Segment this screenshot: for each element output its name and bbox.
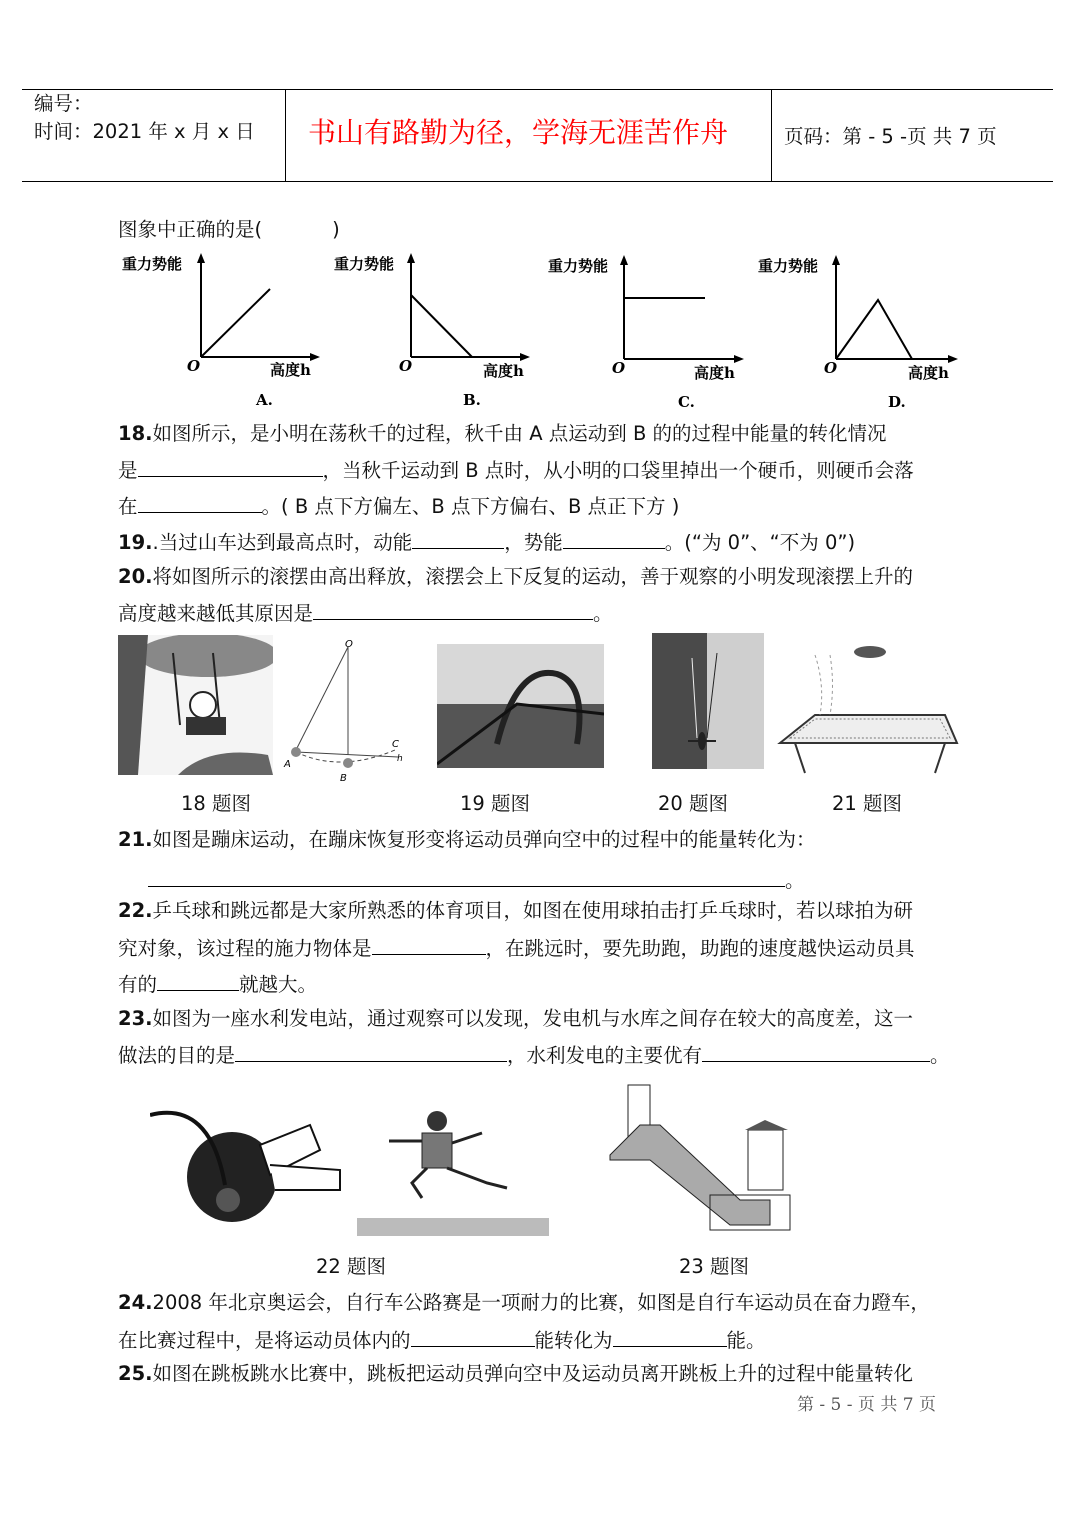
figure-caption: 21 题图 [832, 792, 903, 815]
answer-blank[interactable] [148, 866, 785, 887]
trampoline-figure [775, 635, 960, 775]
graph-origin: O [612, 359, 626, 377]
answer-blank[interactable] [138, 456, 323, 477]
graph-option: D. [888, 393, 906, 411]
graph-ylabel: 重力势能 [122, 255, 183, 273]
q20-line1: 20.将如图所示的滚摆由高出释放，滚摆会上下反复的运动，善于观察的小明发现滚摆上升的 [118, 565, 914, 588]
graph-origin: O [824, 359, 838, 377]
figure-caption: 23 题图 [679, 1255, 750, 1278]
roller-coaster-figure [437, 644, 604, 768]
header-motto: 书山有路勤为径，学海无涯苦作舟 [308, 116, 729, 149]
answer-blank[interactable] [702, 1041, 930, 1062]
q23-line1: 23.如图为一座水利发电站，通过观察可以发现，发电机与水库之间存在较大的高度差，这一 [118, 1007, 914, 1030]
label-b: B [340, 773, 347, 784]
q22-line3: 有的 就越大。 [118, 970, 317, 998]
q21-line2: 。 [148, 866, 805, 894]
graph-origin: O [187, 357, 201, 375]
swing-figure [118, 635, 273, 775]
figure-caption: 20 题图 [658, 792, 729, 815]
answer-blank[interactable] [138, 492, 262, 513]
header-divider [285, 90, 286, 182]
q17-close: ) [332, 218, 340, 241]
graph-a [122, 253, 320, 409]
doc-number-label: 编号： [34, 92, 93, 115]
q22-line1: 22.乒乓球和跳远都是大家所熟悉的体育项目，如图在使用球拍击打乒乓球时，若以球拍为研 [118, 899, 914, 922]
q18-line2: 是 ，当秋千运动到 B 点时，从小明的口袋里掉出一个硬币，则硬币会落 [118, 456, 914, 484]
ping-pong-paddle-figure [150, 1105, 345, 1240]
q21-line1: 21.如图是蹦床运动，在蹦床恢复形变将运动员弹向空中的过程中的能量转化为： [118, 828, 816, 851]
label-c: C [392, 739, 399, 750]
long-jump-figure [357, 1103, 549, 1238]
header-page-label: 页码：第 - 5 -页 共 7 页 [784, 125, 997, 148]
answer-blank[interactable] [157, 970, 239, 991]
footer-page-number: 第 - 5 - 页 共 7 页 [797, 1395, 936, 1415]
figure-caption: 22 题图 [316, 1255, 387, 1278]
graph-origin: O [399, 357, 413, 375]
label-o: O [345, 639, 353, 650]
graph-ylabel: 重力势能 [758, 257, 819, 275]
q17-tail [118, 216, 340, 243]
pendulum-figure [280, 635, 410, 785]
label-h: h [397, 754, 403, 764]
header-top-rule [22, 89, 1053, 90]
maxwell-pendulum-figure [652, 633, 764, 769]
hydropower-station-figure [600, 1080, 830, 1235]
graph-xlabel: 高度h [270, 361, 311, 379]
graph-ylabel: 重力势能 [334, 255, 395, 273]
q24-line2: 在比赛过程中，是将运动员体内的 能转化为 能。 [118, 1326, 766, 1354]
answer-blank[interactable] [412, 528, 504, 549]
graph-xlabel: 高度h [483, 362, 524, 380]
q20-line2: 高度越来越低其原因是 。 [118, 599, 613, 627]
answer-blank[interactable] [313, 599, 593, 620]
q19-line: 19..当过山车达到最高点时，动能 ，势能 。(“为 0”、“不为 0”) [118, 528, 855, 556]
header-divider [771, 90, 772, 182]
header-bottom-rule [22, 181, 1053, 182]
answer-blank[interactable] [563, 528, 665, 549]
q24-line1: 24.2008 年北京奥运会，自行车公路赛是一项耐力的比赛，如图是自行车运动员在奋力蹬车， [118, 1291, 930, 1314]
label-a: A [284, 759, 291, 770]
q17-graph-options [110, 245, 970, 415]
graph-option: A. [256, 391, 273, 409]
graph-d [758, 255, 958, 411]
figure-caption: 19 题图 [460, 792, 531, 815]
q18-line3: 在 。( B 点下方偏左、B 点下方偏右、B 点正下方 ) [118, 492, 679, 520]
q17-text: 图象中正确的是( [118, 218, 263, 241]
graph-option: C. [678, 393, 695, 411]
answer-blank[interactable] [613, 1326, 727, 1347]
answer-blank[interactable] [372, 934, 486, 955]
answer-blank[interactable] [411, 1326, 535, 1347]
graph-xlabel: 高度h [908, 364, 949, 382]
graph-c [548, 255, 744, 411]
answer-blank[interactable] [235, 1041, 507, 1062]
q25-line1: 25.如图在跳板跳水比赛中，跳板把运动员弹向空中及运动员离开跳板上升的过程中能量转化 [118, 1362, 914, 1385]
graph-xlabel: 高度h [694, 364, 735, 382]
graph-ylabel: 重力势能 [548, 257, 609, 275]
q23-line2: 做法的目的是 ，水利发电的主要优有 。 [118, 1041, 950, 1069]
q22-line2: 究对象，该过程的施力物体是 ，在跳远时，要先助跑，助跑的速度越快运动员具 [118, 934, 915, 962]
graph-option: B. [463, 391, 481, 409]
graph-b [334, 253, 530, 409]
figure-caption: 18 题图 [181, 792, 252, 815]
doc-time-label: 时间：2021 年 x 月 x 日 [34, 120, 255, 143]
q18-line1: 18.如图所示，是小明在荡秋千的过程，秋千由 A 点运动到 B 的的过程中能量的转化情况 [118, 422, 887, 445]
